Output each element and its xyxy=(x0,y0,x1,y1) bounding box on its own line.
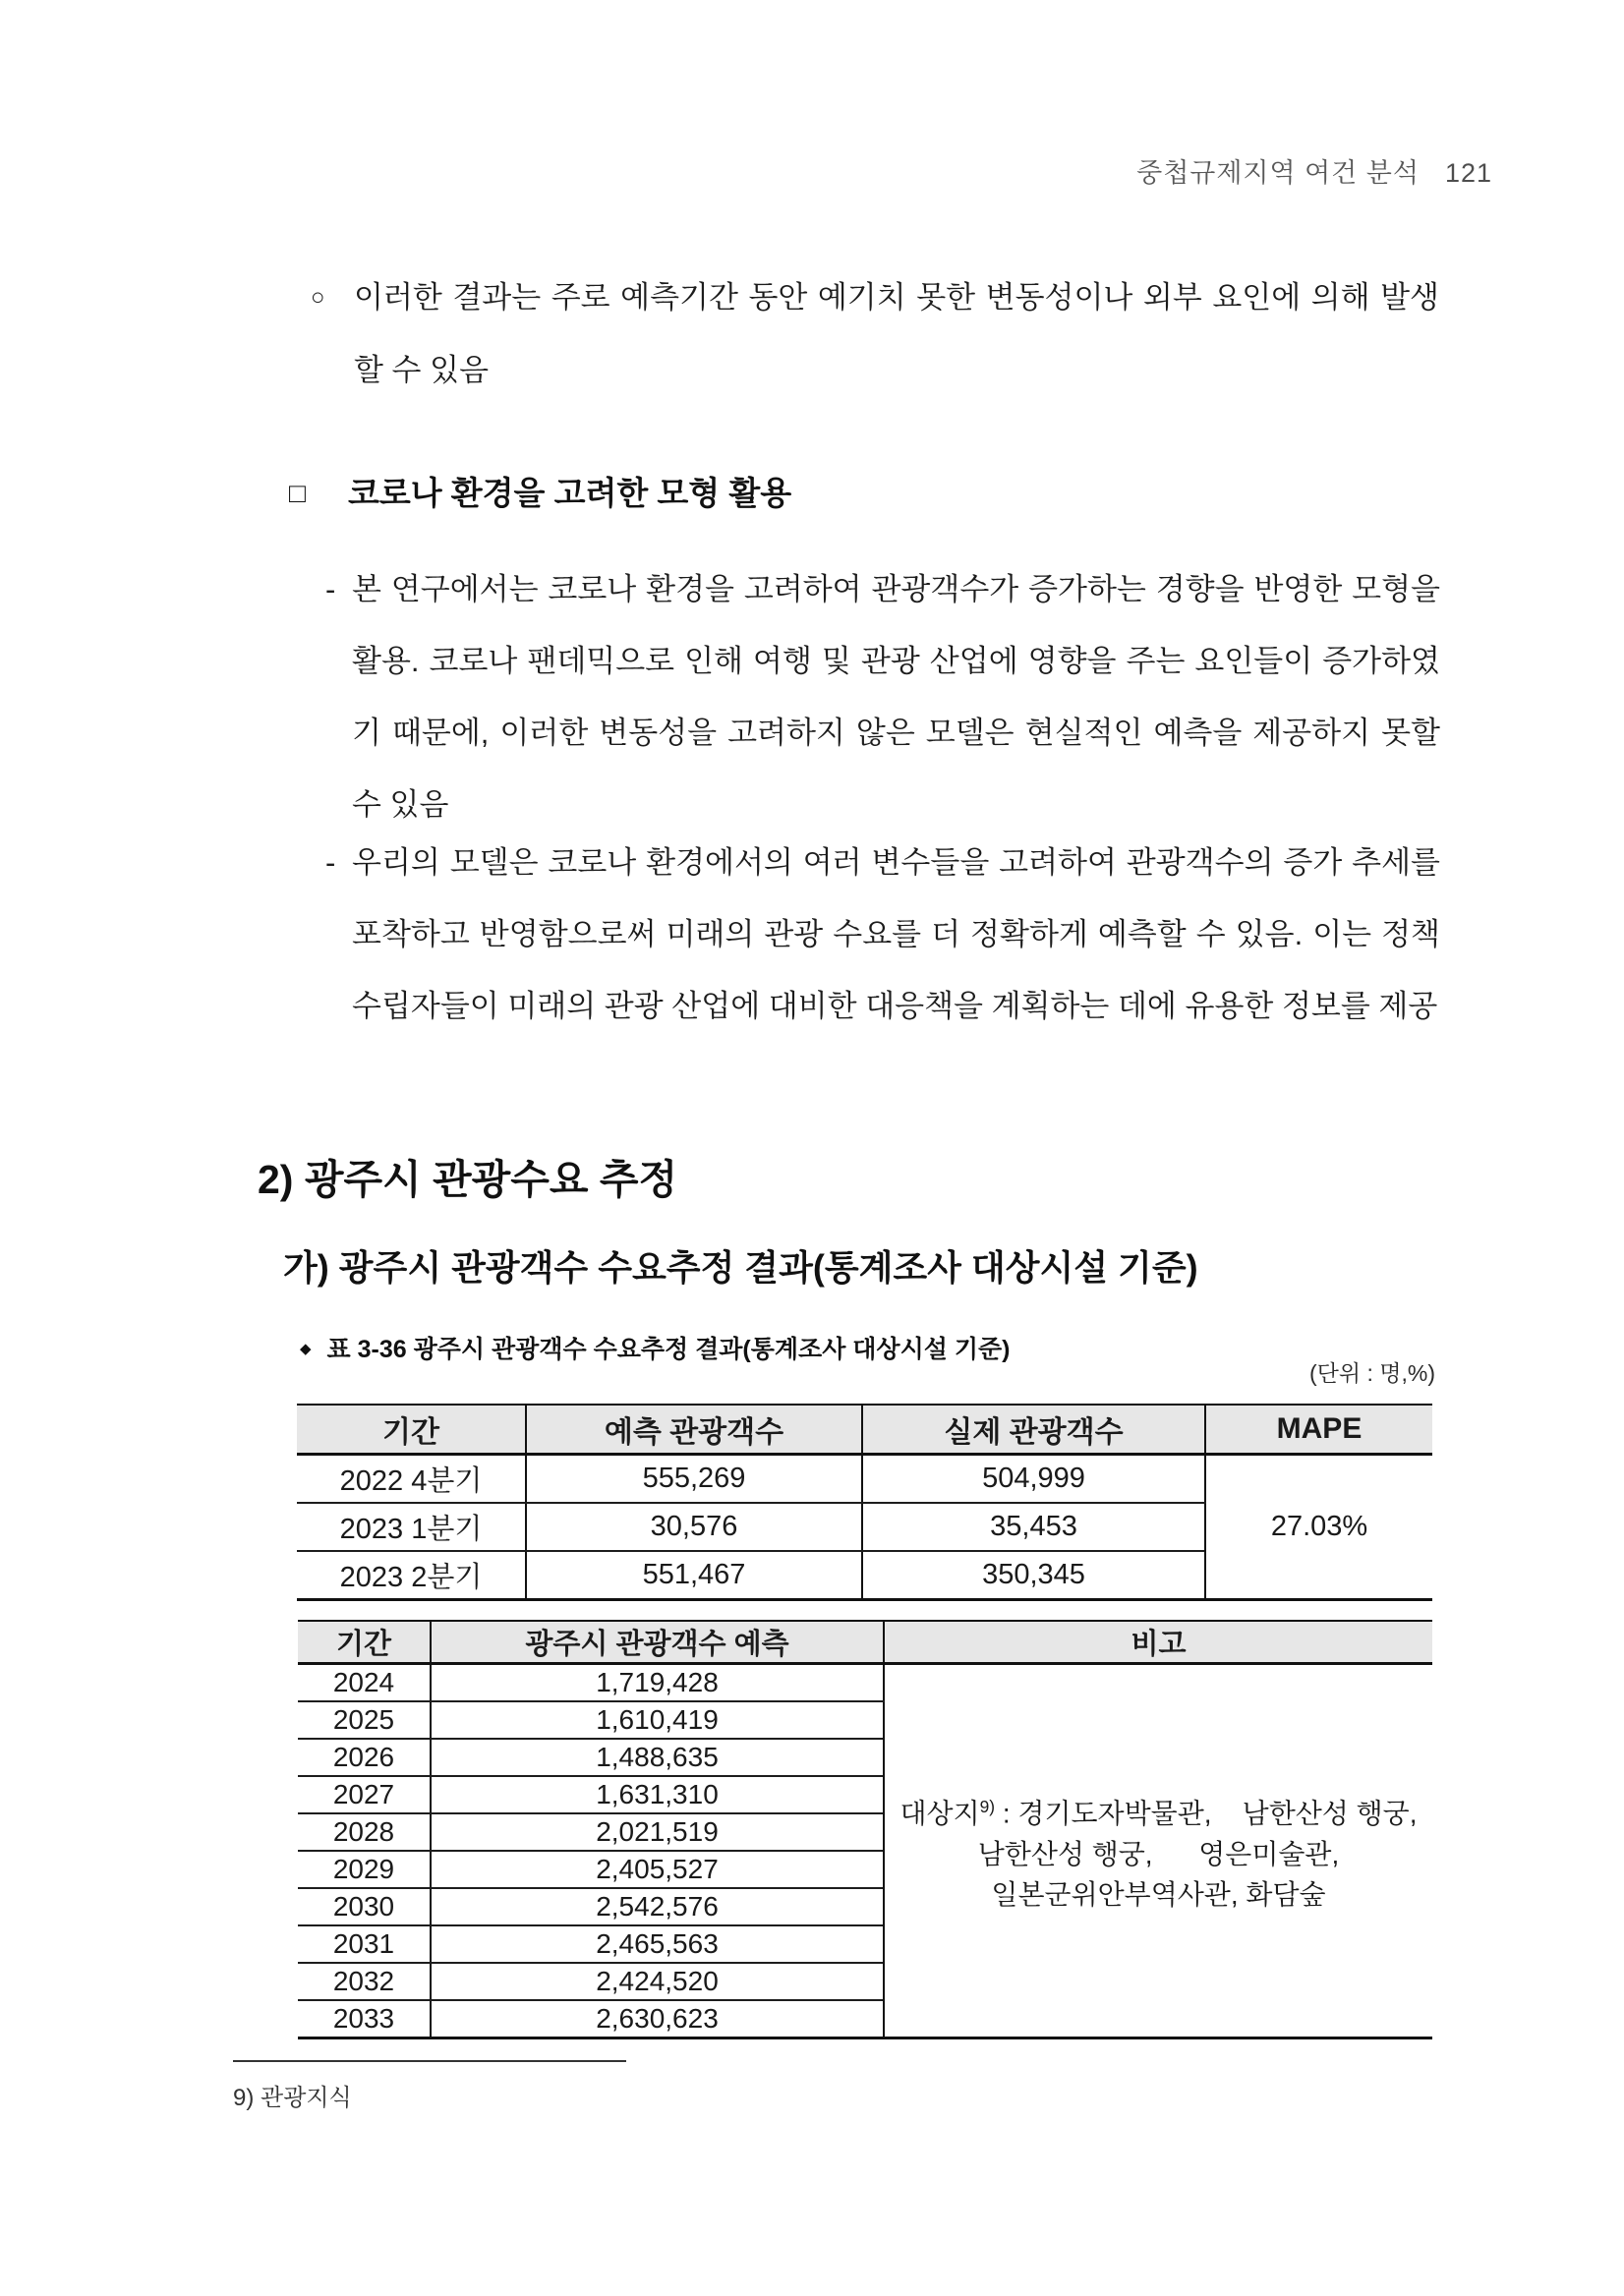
section-heading-gwangju-demand: 2) 광주시 관광수요 추정 xyxy=(258,1157,678,1202)
square-bullet-icon: □ xyxy=(289,478,306,508)
section-heading-corona-model xyxy=(289,469,791,518)
cell-forecast: 2,630,623 xyxy=(431,2000,884,2038)
footnote-text: 9) 관광지식 xyxy=(233,2085,352,2111)
cell-predicted: 30,576 xyxy=(526,1503,862,1551)
cell-forecast: 1,488,635 xyxy=(431,1739,884,1776)
cell-mape-merged: 27.03% xyxy=(1205,1455,1432,1600)
cell-forecast: 1,610,419 xyxy=(431,1701,884,1739)
cell-forecast: 2,405,527 xyxy=(431,1851,884,1888)
cell-predicted: 551,467 xyxy=(526,1551,862,1600)
table-row xyxy=(297,1455,1432,1504)
cell-year: 2027 xyxy=(298,1776,431,1813)
cell-year: 2026 xyxy=(298,1739,431,1776)
dash-paragraph-model-benefit xyxy=(325,827,1440,1042)
cell-year: 2030 xyxy=(298,1888,431,1925)
cell-forecast: 1,719,428 xyxy=(431,1664,884,1702)
cell-forecast: 1,631,310 xyxy=(431,1776,884,1813)
cell-year: 2025 xyxy=(298,1701,431,1739)
cell-period: 2022 4분기 xyxy=(297,1455,526,1504)
column-header-mape: MAPE xyxy=(1205,1405,1432,1455)
cell-forecast: 2,465,563 xyxy=(431,1925,884,1963)
cell-year: 2032 xyxy=(298,1963,431,2000)
paragraph-text: 우리의 모델은 코로나 환경에서의 여러 변수들을 고려하여 관광객수의 증가 추세를 포착하고 반영함으로써 미래의 관광 수요를 더 정확하게 예측할 수 있음. 이는 정책 수립자들이 미래의 관광 산업에 대비한 대응책을 계획하는 데에 유용한 정보를 제공 xyxy=(352,845,1440,1023)
forecast-accuracy-table xyxy=(297,1404,1432,1601)
cell-year: 2033 xyxy=(298,2000,431,2038)
cell-year: 2028 xyxy=(298,1813,431,1851)
cell-period: 2023 2분기 xyxy=(297,1551,526,1600)
cell-actual: 35,453 xyxy=(862,1503,1205,1551)
column-header-period: 기간 xyxy=(297,1405,526,1455)
column-header-period: 기간 xyxy=(298,1621,431,1664)
page-number: 121 xyxy=(1444,158,1492,188)
column-header-forecast: 광주시 관광객수 예측 xyxy=(431,1621,884,1664)
cell-year: 2024 xyxy=(298,1664,431,1702)
dash-paragraph-model-usage xyxy=(325,553,1440,840)
paragraph-text: 이러한 결과는 주로 예측기간 동안 예기치 못한 변동성이나 외부 요인에 의해 발생할 수 있음 xyxy=(354,280,1439,387)
paragraph-text: 본 연구에서는 코로나 환경을 고려하여 관광객수가 증가하는 경향을 반영한 모형을 활용. 코로나 팬데믹으로 인해 여행 및 관광 산업에 영향을 주는 요인들이 증가하였기 때문에, 이러한 변동성을 고려하지 않은 모델은 현실적인 예측을 제공하지 못할 수 있음 xyxy=(352,572,1440,822)
footnote-ref: 9) xyxy=(979,1797,996,1817)
cell-actual: 504,999 xyxy=(862,1455,1205,1504)
unit-label: (단위 : 명,%) xyxy=(1309,1360,1435,1386)
cell-forecast: 2,021,519 xyxy=(431,1813,884,1851)
cell-year: 2031 xyxy=(298,1925,431,1963)
projection-table xyxy=(298,1620,1432,2039)
table-row xyxy=(298,1664,1432,1702)
cell-predicted: 555,269 xyxy=(526,1455,862,1504)
dash-bullet-icon: - xyxy=(325,572,336,606)
circle-bullet-icon: ○ xyxy=(311,284,325,311)
section-heading-text: 코로나 환경을 고려한 모형 활용 xyxy=(348,475,792,511)
table-header-row xyxy=(297,1405,1432,1455)
cell-remark-merged xyxy=(884,1664,1432,2038)
cell-actual: 350,345 xyxy=(862,1551,1205,1600)
running-header xyxy=(1136,157,1492,189)
footnote-separator xyxy=(233,2060,626,2062)
table-caption-text: 표 3-36 광주시 관광객수 수요추정 결과(통계조사 대상시설 기준) xyxy=(326,1336,1011,1363)
cell-forecast: 2,542,576 xyxy=(431,1888,884,1925)
subsection-heading-estimation-result: 가) 광주시 관광객수 수요추정 결과(통계조사 대상시설 기준) xyxy=(283,1247,1198,1288)
remark-line: 일본군위안부역사관, 화담숲 xyxy=(991,1878,1326,1910)
column-header-actual: 실제 관광객수 xyxy=(862,1405,1205,1455)
dash-bullet-icon: - xyxy=(325,845,336,880)
column-header-remark: 비고 xyxy=(884,1621,1432,1664)
remark-line xyxy=(885,1787,1432,1833)
diamond-bullet-icon: ◆ xyxy=(300,1341,312,1357)
table-header-row xyxy=(298,1621,1432,1664)
remark-prefix: 대상지 xyxy=(899,1798,980,1829)
cell-year: 2029 xyxy=(298,1851,431,1888)
cell-period: 2023 1분기 xyxy=(297,1503,526,1551)
table-caption xyxy=(300,1333,1010,1366)
remark-sites: : 경기도자박물관, 남한산성 행궁, xyxy=(995,1798,1418,1829)
column-header-predicted: 예측 관광객수 xyxy=(526,1405,862,1455)
bullet-paragraph-forecast-variability xyxy=(311,261,1439,407)
cell-forecast: 2,424,520 xyxy=(431,1963,884,2000)
remark-line: 남한산성 행궁, 영은미술관, xyxy=(977,1838,1340,1869)
running-title: 중첩규제지역 여건 분석 xyxy=(1136,158,1420,188)
